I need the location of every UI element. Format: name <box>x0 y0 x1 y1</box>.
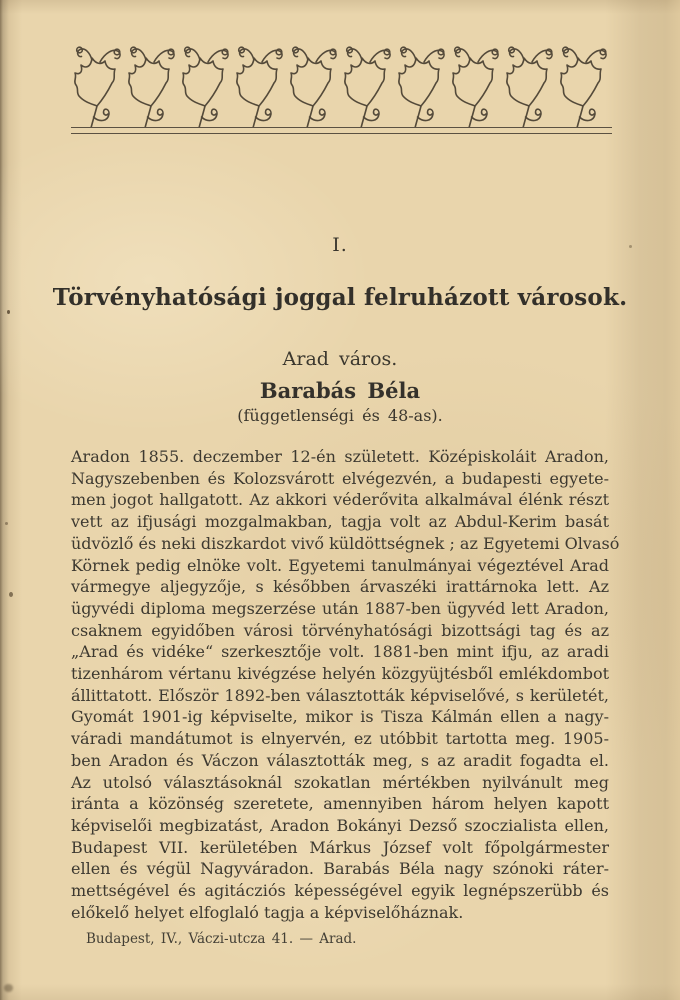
text-line: „Arad és vidéke“ szerkesztője volt. 1881-ben mint ifju, az aradi <box>71 642 609 662</box>
text-line: üdvözlő és neki diszkardot vivő küldöttségnek ; az Egyetemi Olvasó <box>71 533 620 553</box>
paper-speck <box>9 592 13 597</box>
leaf-ornament-icon <box>124 44 178 128</box>
text-line: ben Aradon és Váczon választották meg, s az aradit fogadta el. <box>71 750 609 770</box>
biography-text <box>71 446 620 923</box>
person-affiliation: (függetlenségi és 48-as). <box>237 406 443 425</box>
text-line: Gyomát 1901-ig képviselte, mikor is Tisza Kálmán ellen a nagy- <box>71 707 609 727</box>
leaf-ornament-icon <box>556 44 610 128</box>
text-line: Az utolsó választásoknál szokatlan mértékben nyilvánult meg <box>71 772 609 792</box>
leaf-ornament-icon <box>232 44 286 128</box>
text-line: tizenhárom vértanu kivégzése helyén közgyüjtésből emlékdombot <box>71 664 609 684</box>
text-line: ügyvédi diploma megszerzése után 1887-ben ügyvéd lett Aradon, <box>71 598 609 618</box>
leaf-ornament-icon <box>70 44 124 128</box>
text-line: Körnek pedig elnöke volt. Egyetemi tanulmányai végeztével Arad <box>71 555 609 575</box>
text-line: Nagyszebenben és Kolozsvárott elvégezvén, a budapesti egyete- <box>71 468 609 488</box>
text-line: képviselői megbizatást, Aradon Bokányi Dezső szoczialista ellen, <box>71 815 609 835</box>
paper-speck <box>4 984 13 992</box>
leaf-ornament-icon <box>394 44 448 128</box>
text-line: Aradon 1855. deczember 12-én született. Középiskoláit Aradon, <box>71 447 609 466</box>
text-line: Budapest VII. kerületében Márkus József volt főpolgármester <box>71 837 609 857</box>
text-line: állittatott. Először 1892-ben választották képviselővé, s kerületét, <box>71 685 609 705</box>
text-line: vett az ifjusági mozgalmakban, tagja volt az Abdul-Kerim basát <box>71 512 609 532</box>
text-line: csaknem egyidőben városi törvényhatósági bizottsági tag és az <box>71 620 609 640</box>
paper-speck <box>5 522 8 525</box>
text-line: előkelő helyet elfoglaló tagja a képviselőháznak. <box>71 902 464 922</box>
page-title: Törvényhatósági joggal felruházott városok. <box>52 284 628 311</box>
leaf-ornament-icon <box>448 44 502 128</box>
text-line: iránta a közönség szeretete, amennyiben három helyen kapott <box>71 794 609 814</box>
chapter-numeral: I. <box>332 234 348 256</box>
paper-speck <box>629 245 632 248</box>
text-line: mettségével és agitácziós képességével egyik legnépszerübb és <box>71 881 609 901</box>
ornament-band <box>70 44 610 128</box>
text-line: men jogot hallgatott. Az akkori véderővita alkalmával élénk részt <box>71 490 609 510</box>
section-heading-city: Arad város. <box>282 348 398 370</box>
ornament-double-rule <box>71 127 612 134</box>
person-name-heading: Barabás Béla <box>259 378 421 403</box>
paper-speck <box>7 310 10 314</box>
text-line: vármegye aljegyzője, s későbben árvaszéki irattárnoka lett. Az <box>71 577 609 597</box>
leaf-ornament-icon <box>286 44 340 128</box>
text-line: ellen és végül Nagyváradon. Barabás Béla nagy szónoki ráter- <box>71 859 609 879</box>
leaf-ornament-icon <box>178 44 232 128</box>
leaf-ornament-icon <box>502 44 556 128</box>
leaf-ornament-icon <box>340 44 394 128</box>
footer-address: Budapest, IV., Váczi-utcza 41. — Arad. <box>86 931 357 947</box>
text-line: váradi mandátumot is elnyervén, ez utóbbit tartotta meg. 1905- <box>71 729 609 749</box>
